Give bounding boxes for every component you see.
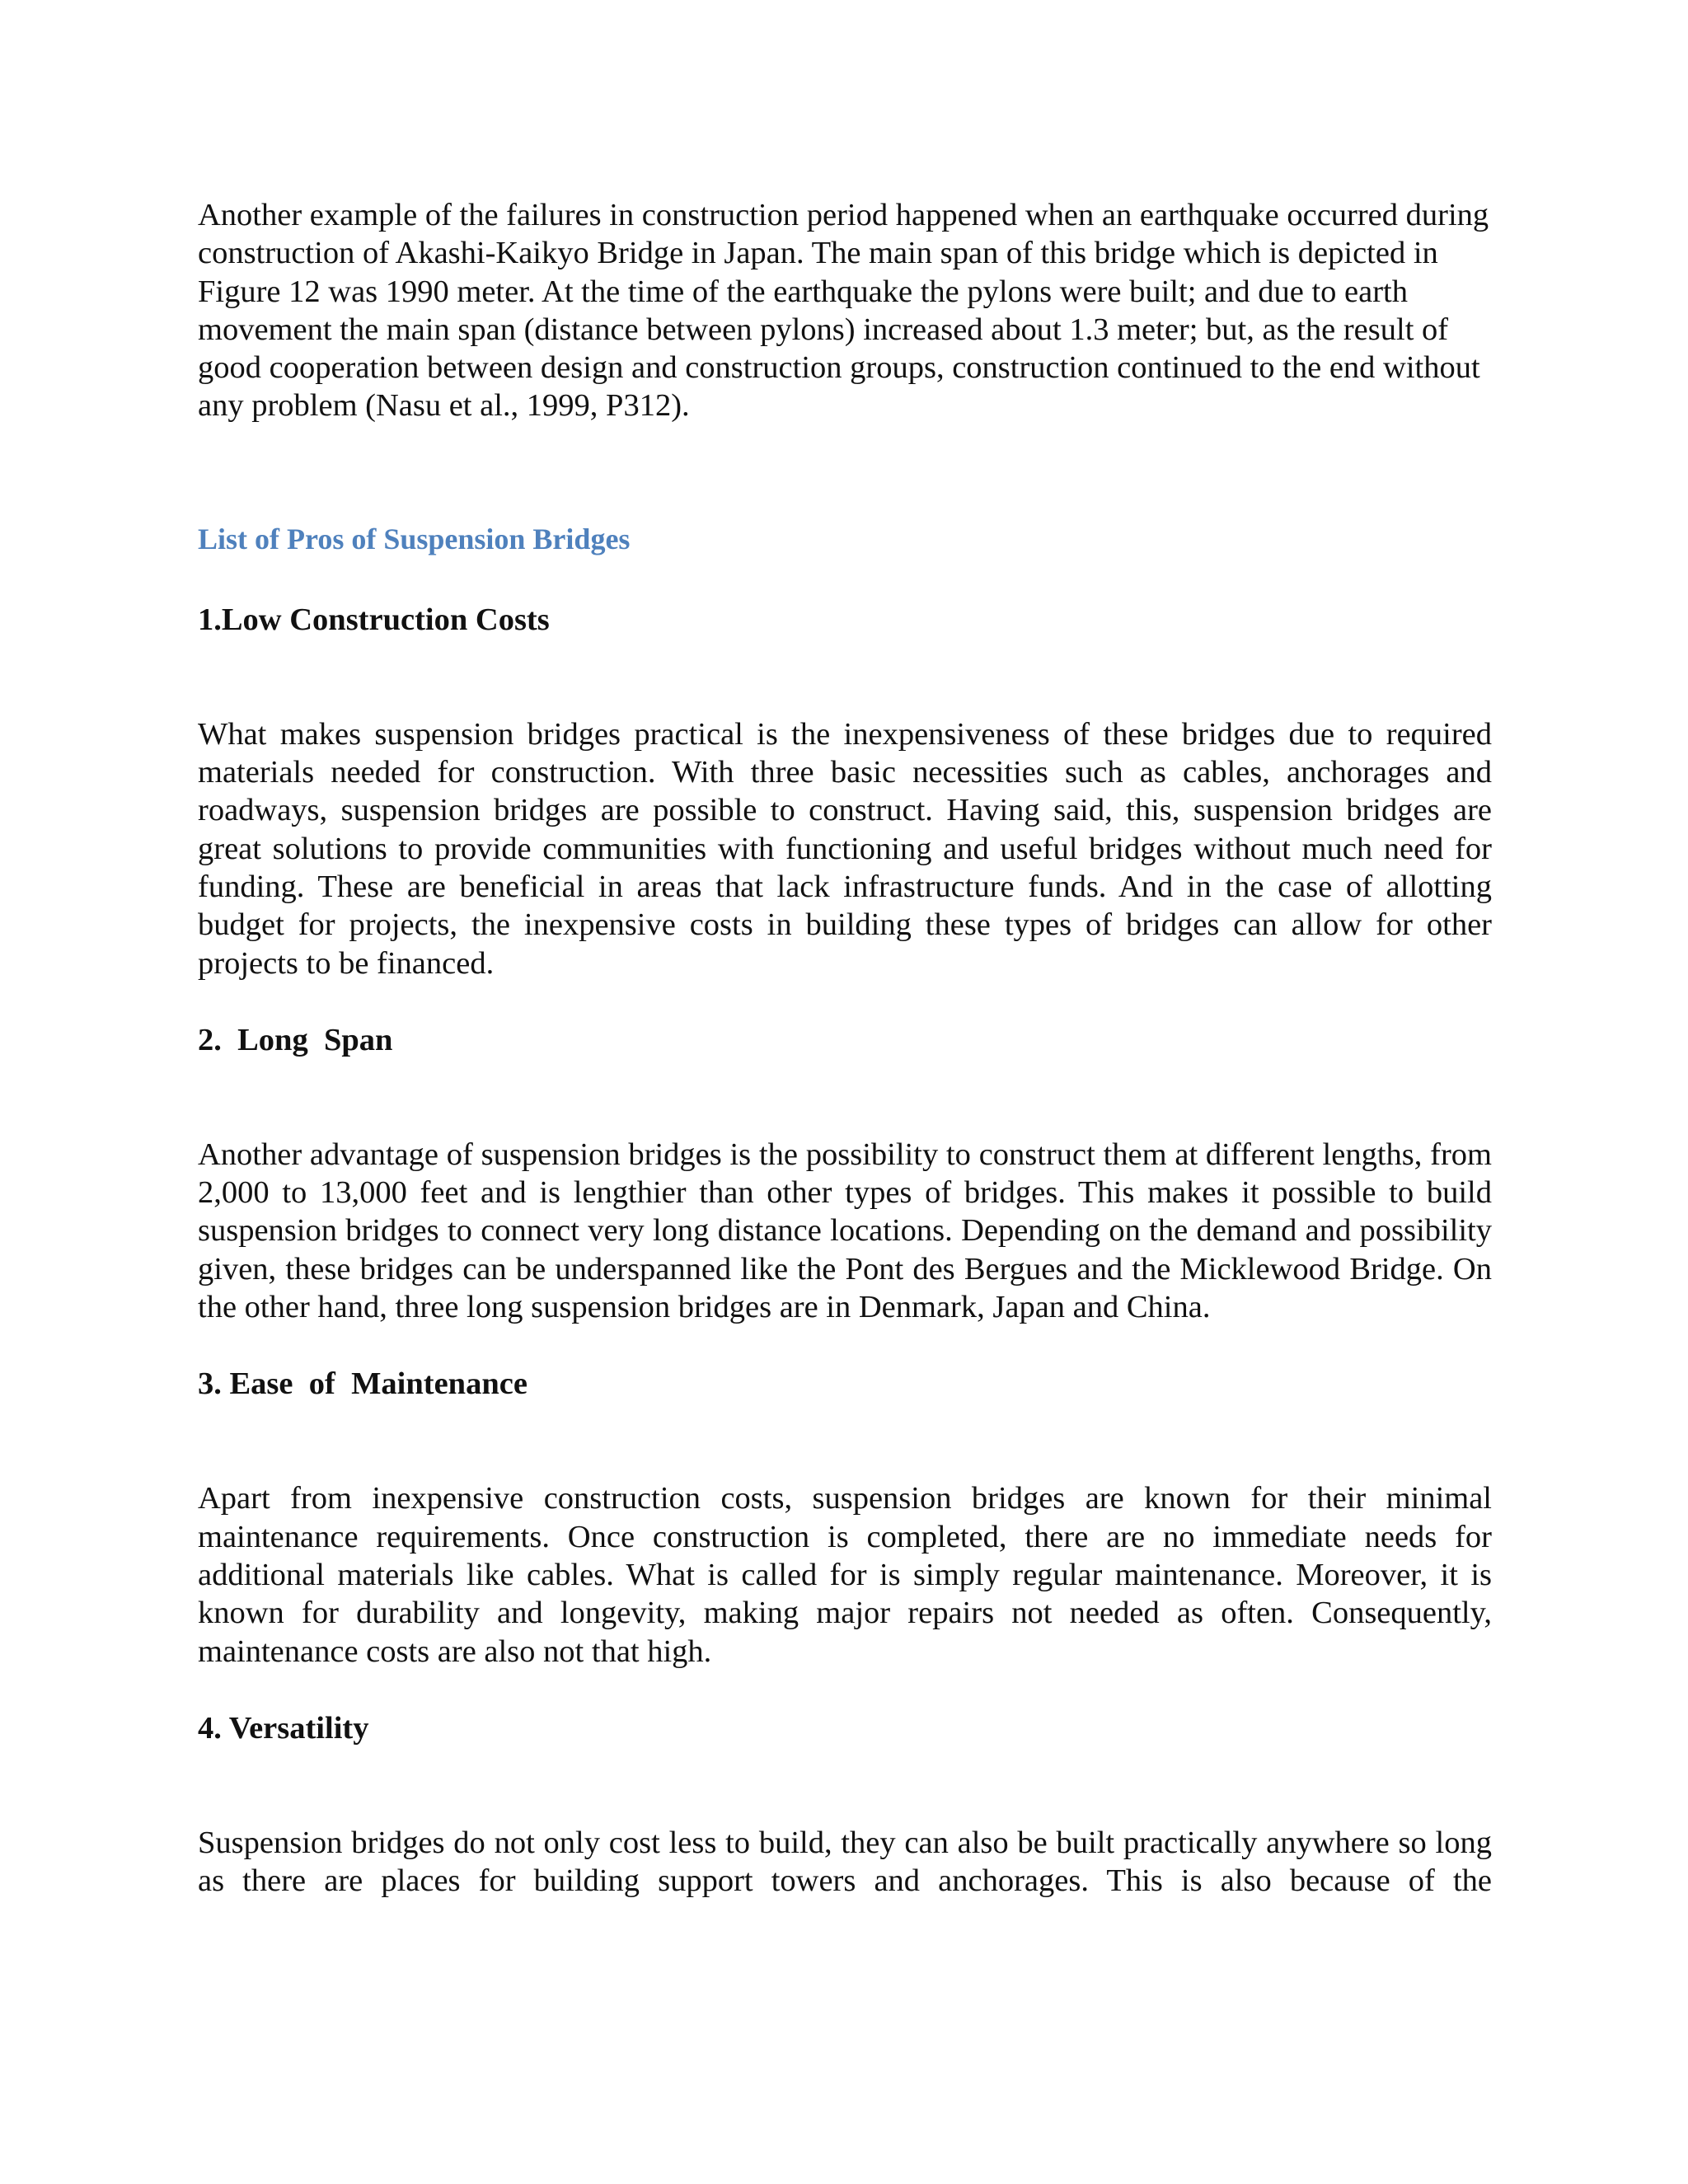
section-paragraph-low-construction-costs: What makes suspension bridges practical is the inexpensiveness of these bridges due to required materials needed for construction. With three basic necessities such as cables, anchorages and roadways, suspension bridges are possible to construct. Having said, this, suspension bridges are great solutions to provide communities with functioning and useful bridges without much need for funding. These are beneficial in areas that lack infrastructure funds. And in the case of allotting budget for projects, the inexpensive costs in building these types of bridges can allow for other projects to be financed. <box>198 716 1492 981</box>
intro-paragraph: Another example of the failures in construction period happened when an earthquake occurred during construction of Akashi-Kaikyo Bridge in Japan. The main span of this bridge which is depicted in Figure 12 was 1990 meter. At the time of the earthquake the pylons were built; and due to earth movement the main span (distance between pylons) increased about 1.3 meter; but, as the result of good cooperation between design and construction groups, construction continued to the end without any problem (Nasu et al., 1999, P312). <box>198 198 1489 424</box>
spacer <box>198 639 1492 715</box>
section-heading-long-span: 2. Long Span <box>198 1022 393 1057</box>
spacer <box>198 1403 1492 1479</box>
section-heading-low-construction-costs: 1.Low Construction Costs <box>198 602 550 637</box>
section-paragraph-long-span: Another advantage of suspension bridges is the possibility to construct them at different lengths, from 2,000 to 13,000 feet and is lengthier than other types of bridges. This makes it possible to build suspension bridges to connect very long distance locations. Depending on the demand and possibility given, these bridges can be underspanned like the Pont des Bergues and the Micklewood Bridge. On the other hand, three long suspension bridges are in Denmark, Japan and China. <box>198 1137 1492 1325</box>
section-heading-versatility: 4. Versatility <box>198 1710 369 1746</box>
document-page <box>198 196 1492 1900</box>
spacer <box>198 557 1492 601</box>
spacer <box>198 982 1492 1021</box>
spacer <box>198 425 1492 521</box>
spacer <box>198 1059 1492 1136</box>
spacer <box>198 1671 1492 1709</box>
spacer <box>198 1326 1492 1365</box>
section-heading-ease-of-maintenance: 3. Ease of Maintenance <box>198 1366 528 1402</box>
section-paragraph-ease-of-maintenance: Apart from inexpensive construction costs, suspension bridges are known for their minimal maintenance requirements. Once construction is completed, there are no immediate needs for additional materials like cables. What is called for is simply regular maintenance. Moreover, it is known for durability and longevity, making major repairs not needed as often. Consequently, maintenance costs are also not that high. <box>198 1481 1492 1669</box>
spacer <box>198 1747 1492 1824</box>
section-paragraph-versatility: Suspension bridges do not only cost less to build, they can also be built practically anywhere so long as there are places for building support towers and anchorages. This is also because of the <box>198 1825 1492 1899</box>
list-title: List of Pros of Suspension Bridges <box>198 522 631 555</box>
